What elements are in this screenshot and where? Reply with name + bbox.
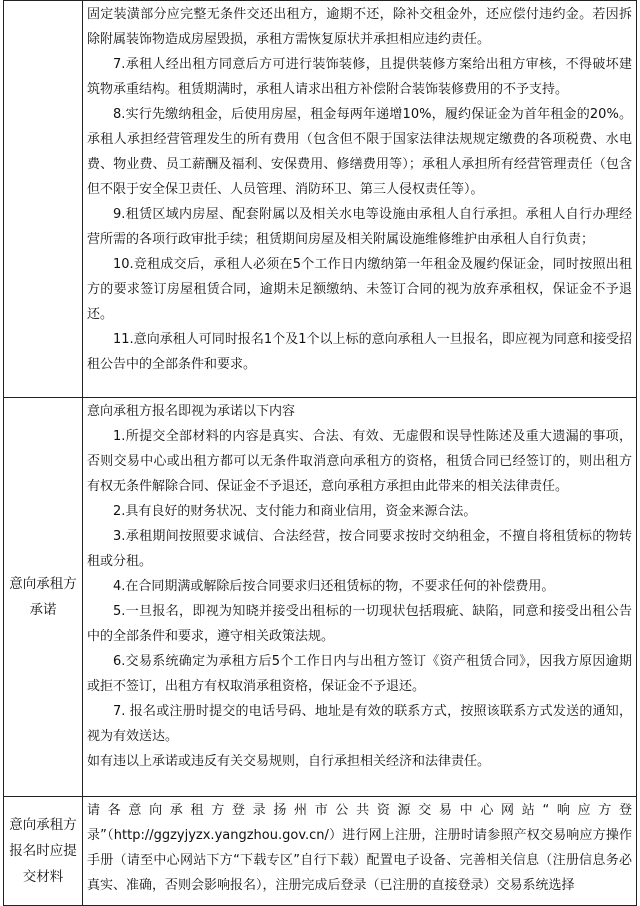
row-label: 意向承租方承诺 bbox=[9, 576, 77, 618]
row-label-cell bbox=[4, 797, 83, 906]
commitment-paragraph: 如有违以上承诺或违反有关交易规则，自行承担相关经济和法律责任。 bbox=[87, 754, 491, 769]
commitment-paragraph: 1.所提交全部材料的内容是真实、合法、有效、无虚假和误导性陈述及重大遗漏的事项，否则交易中心或出租方都可以无条件取消意向承租方的资格，租赁合同已经签订的，则出租方有权无条件解除合同、保证金不予退还，意向承租方承担由此带来的相关法律责任。 bbox=[87, 429, 632, 494]
commitment-paragraph: 3.承租期间按照要求诚信、合法经营，按合同要求按时交纳租金，不擅自将租赁标的物转租或分租。 bbox=[87, 529, 632, 569]
term-paragraph: 8.实行先缴纳租金，后使用房屋，租金每两年递增10%，履约保证金为首年租金的20%。承租人承担经营管理发生的所有费用（包含但不限于国家法律法规规定缴费的各项税费、水电费、物业费、员工薪酬及福利、安保费用、修缮费用等）；承租人承担所有经营管理责任（包含但不限于安全保卫责任、人员管理、消防环卫、第三人侵权责任等）。 bbox=[87, 107, 632, 197]
term-paragraph: 7.承租人经出租方同意后方可进行装饰装修，且提供装修方案给出租方审核，不得破坏建筑物承重结构。租赁期满时，承租人请求出租方补偿附合装饰装修费用的不予支持。 bbox=[87, 57, 632, 97]
commitment-paragraph: 5.一旦报名，即视为知晓并接受出租标的一切现状包括瑕疵、缺陷，同意和接受出租公告中的全部条件和要求，遵守相关政策法规。 bbox=[87, 604, 632, 644]
commitment-paragraph: 4.在合同期满或解除后按合同要求归还租赁标的物，不要求任何的补偿费用。 bbox=[113, 579, 555, 594]
term-paragraph: 11.意向承租人可同时报名1个及1个以上标的意向承租人一旦报名，即应视为同意和接受招租公告中的全部条件和要求。 bbox=[87, 332, 632, 372]
term-paragraph: 9.租赁区域内房屋、配套附属以及相关水电等设施由承租人自行承担。承租人自行办理经营所需的各项行政审批手续；租赁期间房屋及相关附属设施维修维护由承租人自行负责； bbox=[87, 207, 632, 247]
row-label-cell bbox=[4, 1, 83, 398]
table-row-materials bbox=[4, 797, 637, 906]
materials-paragraph: 请各意向承租方登录扬州市公共资源交易中心网站“响应方登录”（http://ggzyjyzx.yangzhou.gov.cn/）进行网上注册，注册时请参照产权交易响应方操作手册（请至中心网站下方“下载专区”自行下载）配置电子设备、完善相关信息（注册信息务必真实、准确，否则会影响报名），注册完成后登录（已注册的直接登录）交易系统选择 bbox=[87, 803, 632, 893]
commitment-paragraph: 意向承租方报名即视为承诺以下内容 bbox=[87, 404, 296, 419]
commitment-paragraph: 6.交易系统确定为承租方后5个工作日内与出租方签订《资产租赁合同》，因我方原因逾期或拒不签订，出租方有权取消承租资格，保证金不予退还。 bbox=[87, 654, 632, 694]
row-label: 意向承租方报名时应提交材料 bbox=[9, 817, 77, 885]
commitment-paragraph: 7. 报名或注册时提交的电话号码、地址是有效的联系方式，按照该联系方式发送的通知，视为有效送达。 bbox=[87, 704, 632, 744]
row-content-cell bbox=[83, 797, 637, 906]
commitment-paragraph: 2.具有良好的财务状况、支付能力和商业信用，资金来源合法。 bbox=[113, 504, 477, 519]
term-paragraph: 10.竞租成交后，承租人必须在5个工作日内缴纳第一年租金及履约保证金，同时按照出租方的要求签订房屋租赁合同，逾期未足额缴纳、未签订合同的视为放弃承租权，保证金不予退还。 bbox=[87, 257, 632, 322]
table-row-commitment bbox=[4, 398, 637, 797]
table-row-terms bbox=[4, 1, 637, 398]
row-content-cell bbox=[83, 398, 637, 797]
notice-table bbox=[3, 0, 637, 906]
term-paragraph: 固定装潢部分应完整无条件交还出租方，逾期不还，除补交租金外，还应偿付违约金。若因拆除附属装饰物造成房屋毁损，承租方需恢复原状并承担相应违约责任。 bbox=[87, 7, 632, 47]
row-content-cell bbox=[83, 1, 637, 398]
row-label-cell bbox=[4, 398, 83, 797]
